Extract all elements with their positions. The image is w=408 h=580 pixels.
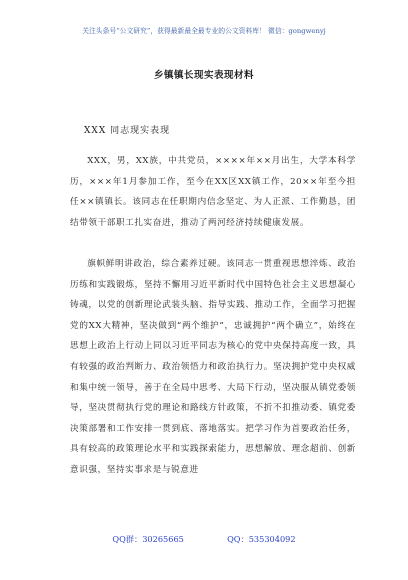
footer-qq: QQ：535304092 — [227, 534, 296, 544]
paragraph-political-quality: 旗帜鲜明讲政治，综合素养过硬。该同志一贯重视思想淬炼、政治历练和实践锻炼，坚持不懈用习近平新时代中国特色社会主义思想凝心铸魂，以党的创新理论武装头脑、指导实践、推动工作，全面学习把握党的XX大精神，坚决做到“两个维护”，忠诚拥护“两个确立”，始终在思想上政治上行动上同以习近平同志为核心的党中央保持高度一致，具有较强的政治判断力、政治领悟力和政治执行力。坚决拥护党中央权威和集中统一领导，善于在全局中思考、大局下行动，坚决服从镇党委领导，坚决贯彻执行党的理论和路线方针政策，不折不扣推动委、镇党委决策部署和工作安排一贯到底、落地落实。把学习作为首要政治任务，具有较高的政策理论水平和实践探索能力，思想解放、理念超前、创新意识强，坚持实事求是与锐意进 — [70, 259, 356, 475]
footer-qq-group: QQ群：30265665 — [112, 534, 184, 544]
footer-contact — [0, 534, 408, 545]
section-heading: XXX 同志现实表现 — [84, 126, 171, 136]
header-notice: 关注头条号“公文研究”，获得最新最全最专业的公文资料库！ 微信：gongwenyj — [82, 27, 326, 35]
paragraph-personal-info: XXX，男，XX族，中共党员，××××年××月出生，大学本科学历，×××年1月参加工作，至今在XX区XX镇工作，20××年至今担任××镇镇长。该同志在任职期内信念坚定、为人正派、工作勤恳，团结带领干部职工扎实奋进，推动了两河经济持续健康发展。 — [70, 156, 356, 228]
document-title: 乡镇镇长现实表现材料 — [153, 70, 254, 81]
